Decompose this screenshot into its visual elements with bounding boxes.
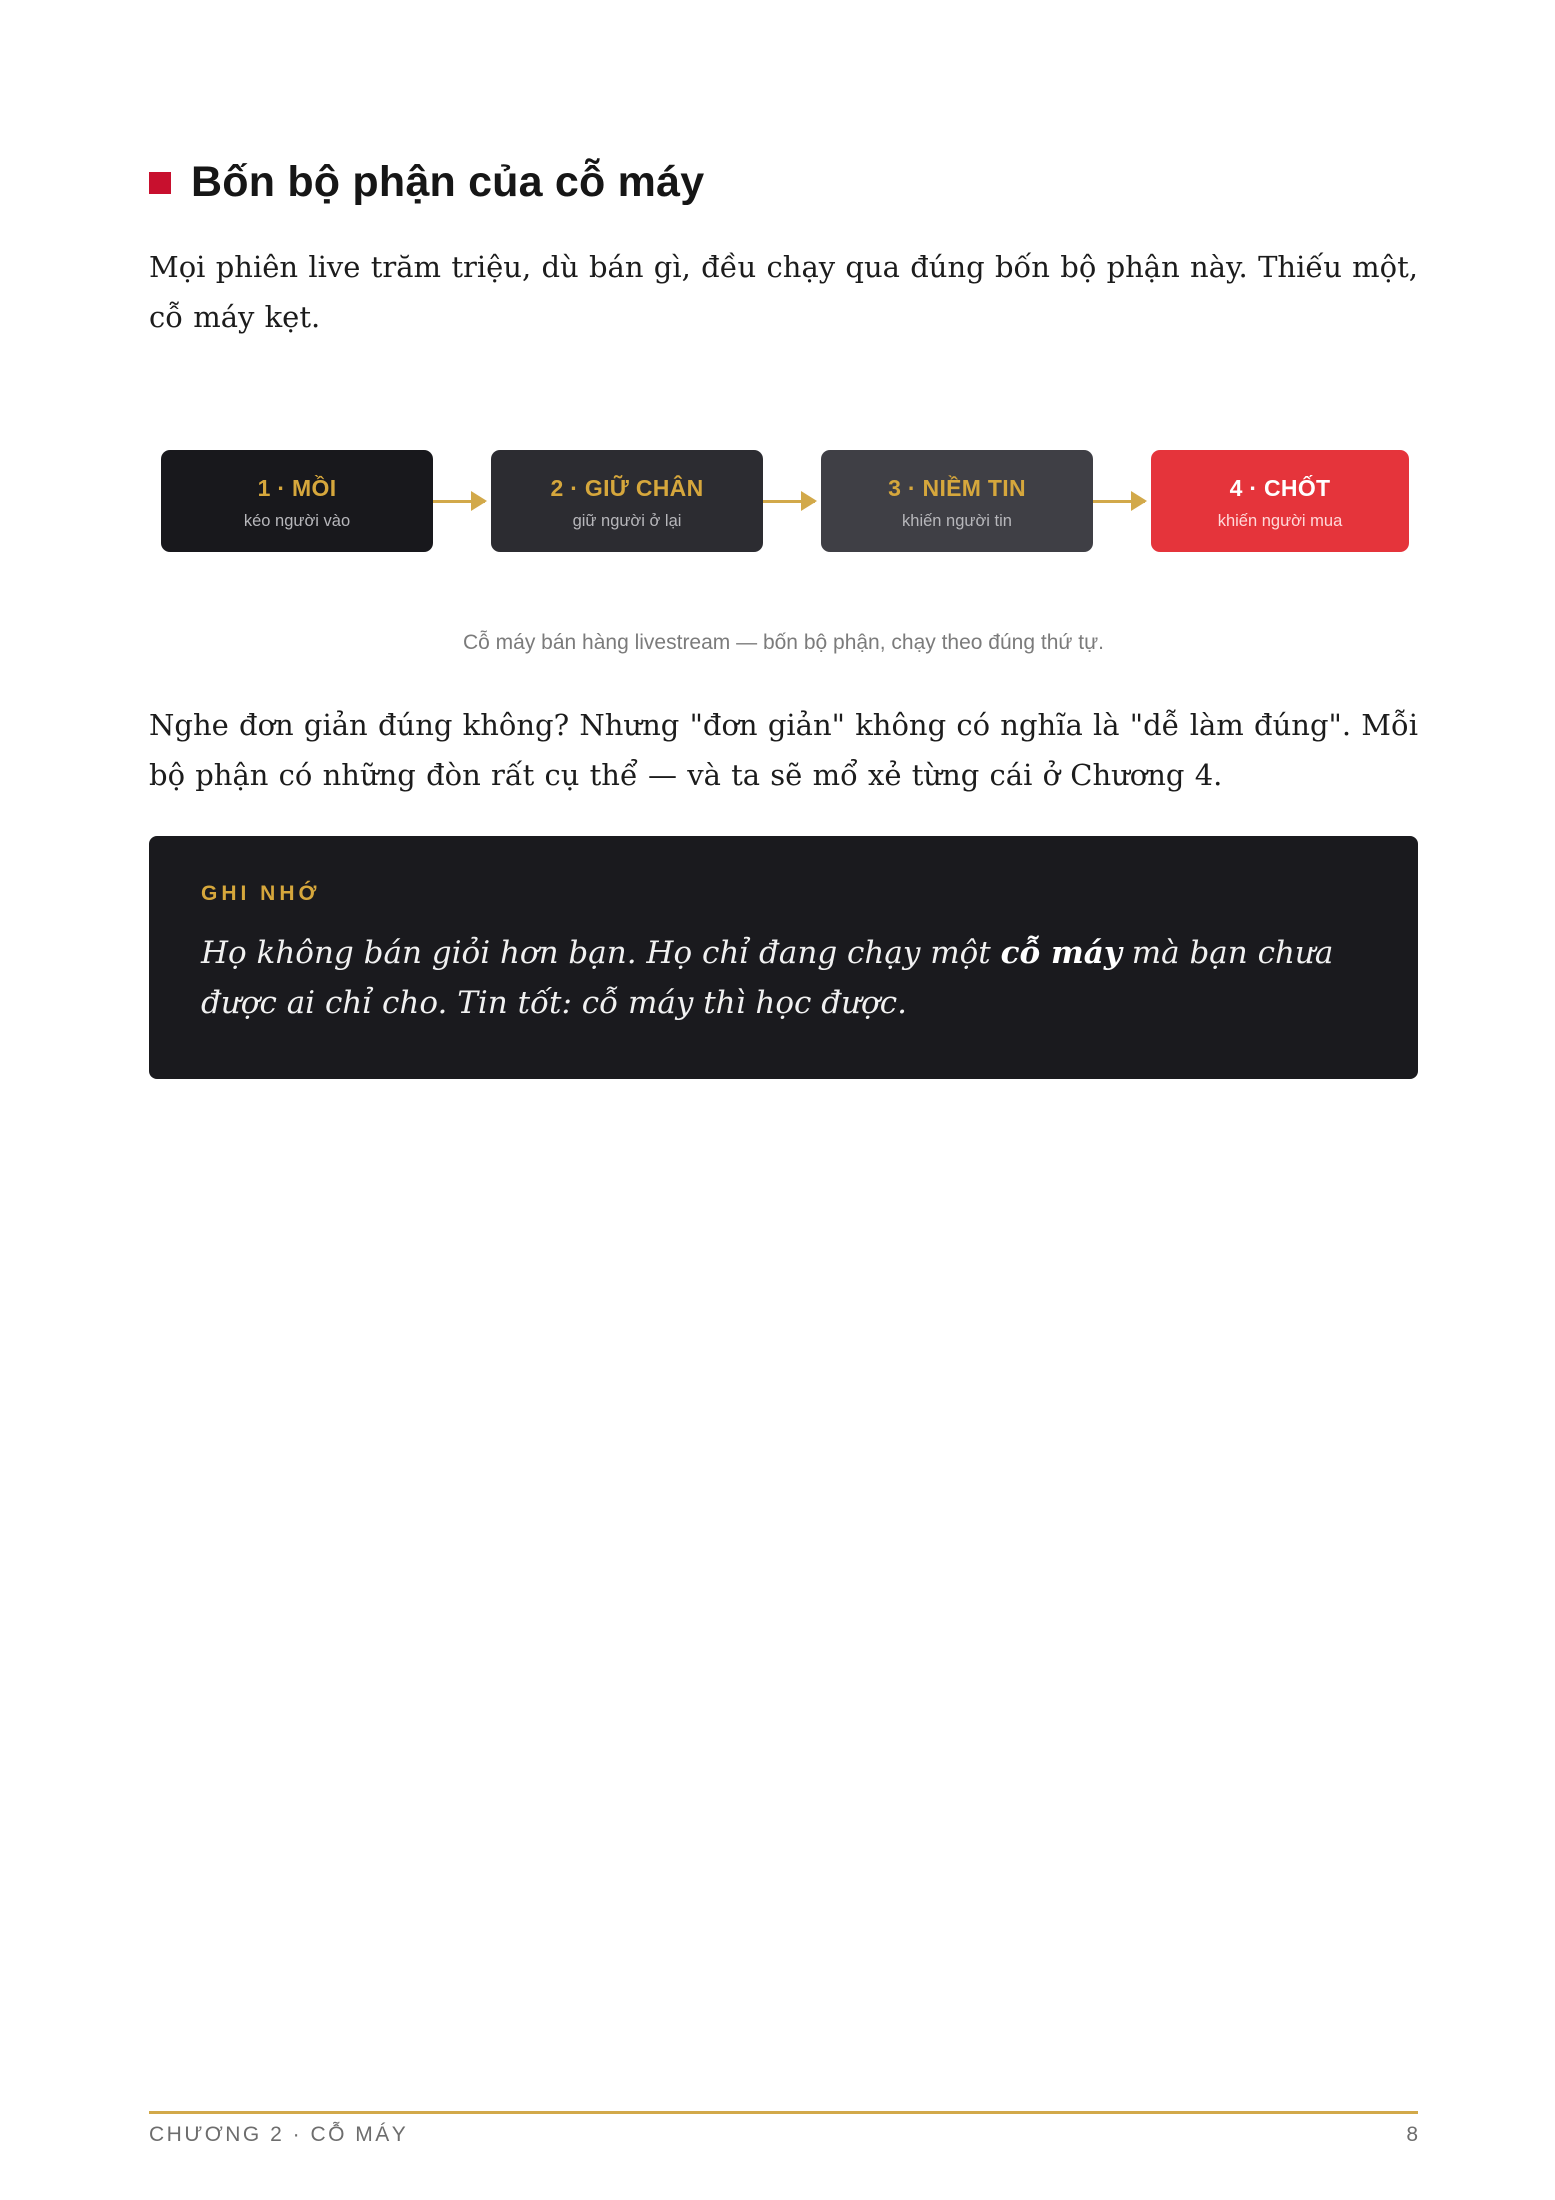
- quote-emphasis: cỗ máy: [1000, 935, 1122, 971]
- footer-page-number: 8: [1406, 2123, 1418, 2146]
- step-subtitle: khiến người tin: [902, 512, 1012, 530]
- step-title: 2 · GIỮ CHÂN: [550, 475, 704, 501]
- follow-up-paragraph: Nghe đơn giản đúng không? Nhưng "đơn giản" không có nghĩa là "dễ làm đúng". Mỗi bộ phận có những đòn rất cụ thể — và ta sẽ mổ xẻ từng cái ở Chương 4.: [149, 708, 1418, 792]
- arrow-right-icon: [763, 500, 815, 503]
- quote-text-after: mà bạn chưa được ai chỉ cho. Tin tốt: cỗ máy thì học được.: [201, 935, 1334, 1021]
- section-heading: [149, 158, 704, 207]
- intro-paragraph: Mọi phiên live trăm triệu, dù bán gì, đều chạy qua đúng bốn bộ phận này. Thiếu một, cỗ máy kẹt.: [149, 250, 1418, 334]
- step-title: 4 · CHỐT: [1229, 475, 1331, 501]
- footer-chapter-label: CHƯƠNG 2 · CỖ MÁY: [149, 2123, 409, 2146]
- diagram-caption: Cỗ máy bán hàng livestream — bốn bộ phận, chạy theo đúng thứ tự.: [462, 631, 1104, 654]
- step-box-4: [1151, 450, 1409, 552]
- step-title: 3 · NIỀM TIN: [888, 475, 1026, 501]
- step-subtitle: khiến người mua: [1217, 512, 1343, 530]
- step-subtitle: kéo người vào: [243, 512, 351, 530]
- arrow-right-icon: [433, 500, 485, 503]
- callout-quote: [201, 928, 1371, 1028]
- remember-callout: [149, 836, 1418, 1079]
- step-box-2: [491, 450, 763, 552]
- step-box-1: [161, 450, 433, 552]
- heading-marker-square: [149, 172, 171, 194]
- callout-label: GHI NHỚ: [201, 882, 321, 905]
- step-box-3: [821, 450, 1093, 552]
- arrow-right-icon: [1093, 500, 1145, 503]
- machine-flow-diagram: [161, 450, 1411, 552]
- step-title: 1 · MỒI: [257, 475, 337, 501]
- section-title: Bốn bộ phận của cỗ máy: [191, 158, 705, 206]
- quote-text-before: Họ không bán giỏi hơn bạn. Họ chỉ đang chạy một: [201, 935, 1001, 971]
- footer-divider: [149, 2111, 1418, 2114]
- step-subtitle: giữ người ở lại: [572, 512, 682, 530]
